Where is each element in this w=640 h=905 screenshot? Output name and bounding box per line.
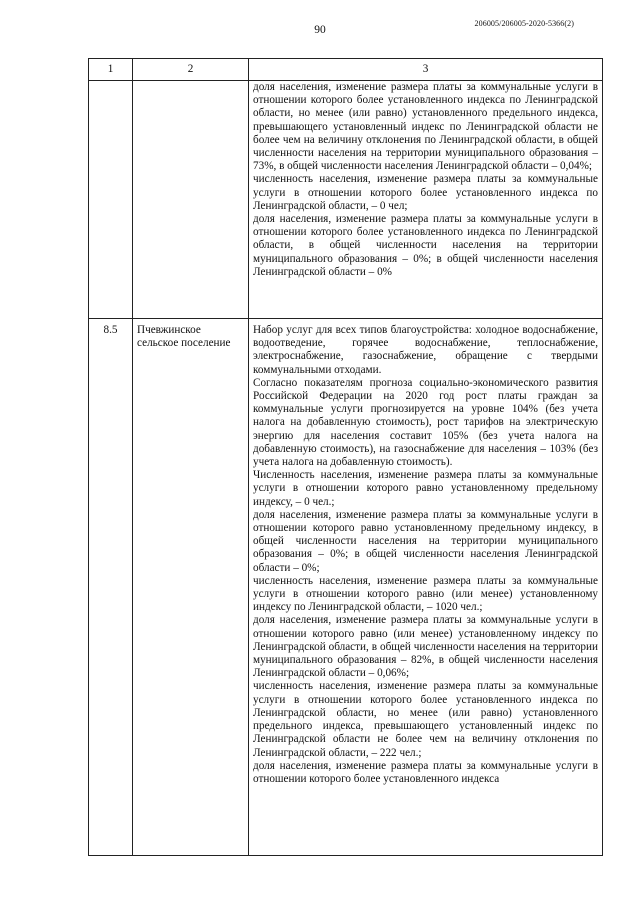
paragraph: доля населения, изменение размера платы за коммунальные услуги в отношении которого равно (или менее) установленному индексу по Ленинградской области, в общей численности населения на территории муниципального образования – 82%, в общей численности населения Ленинградской области – 0,06%;	[253, 614, 598, 680]
column-header-2: 2	[133, 59, 249, 81]
document-id: 206005/206005-2020-5366(2)	[474, 19, 574, 28]
row-description	[249, 319, 603, 856]
paragraph: доля населения, изменение размера платы за коммунальные услуги в отношении которого более установленного индекса	[253, 759, 598, 785]
paragraph: доля населения, изменение размера платы за коммунальные услуги в отношении которого более установленного индекса по Ленинградской области, но менее (или равно) установленного предельного индекса, превышающего установленный индекс по Ленинградской области не более чем на величину отклонения по Ленинградской области, в общей численности населения на территории муниципального образования – 73%, в общей численности населения Ленинградской области – 0,04%;	[253, 81, 598, 173]
settlement-name: Пчевжинское сельское поселение	[133, 319, 249, 856]
settlement-name	[133, 81, 249, 319]
data-table	[88, 58, 603, 856]
row-number: 8.5	[89, 319, 133, 856]
paragraph: численность населения, изменение размера платы за коммунальные услуги в отношении которого более установленного индекса по Ленинградской области, – 0 чел;	[253, 173, 598, 212]
table-header-row	[89, 59, 603, 81]
page-number: 90	[314, 24, 326, 36]
paragraph: доля населения, изменение размера платы за коммунальные услуги в отношении которого равно установленному предельному индексу, в общей численности населения на территории муниципального образования – 0%; в общей численности населения Ленинградской области – 0%;	[253, 508, 598, 574]
row-description	[249, 81, 603, 319]
column-header-3: 3	[249, 59, 603, 81]
paragraph: доля населения, изменение размера платы за коммунальные услуги в отношении которого более установленного индекса по Ленинградской области, в общей численности населения на территории муниципального образования – 0%; в общей численности населения Ленинградской области – 0%	[253, 213, 598, 278]
paragraph: численность населения, изменение размера платы за коммунальные услуги в отношении которого более установленного индекса по Ленинградской области, но менее (или равно) установленного предельного индекса, превышающего установленный индекс по Ленинградской области не более чем на величину отклонения по Ленинградской области, – 222 чел.;	[253, 680, 598, 759]
row-number	[89, 81, 133, 319]
paragraph: Согласно показателям прогноза социально-экономического развития Российской Федерации на 2020 год рост платы граждан за коммунальные услуги прогнозируется на уровне 104% (без учета налога на добавленную стоимость), рост тарифов на электрическую энергию для населения составит 105% (без учета налога на добавленную стоимость), на газоснабжение для населения – 103% (без учета налога на добавленную стоимость).	[253, 376, 598, 469]
table-row	[89, 319, 603, 856]
column-header-1: 1	[89, 59, 133, 81]
paragraph: численность населения, изменение размера платы за коммунальные услуги в отношении которого равно (или менее) установленному индексу по Ленинградской области, – 1020 чел.;	[253, 574, 598, 614]
table-row	[89, 81, 603, 319]
paragraph: Набор услуг для всех типов благоустройства: холодное водоснабжение, водоотведение, горячее водоснабжение, теплоснабжение, электроснабжение, газоснабжение, обращение с твердыми коммунальными отходами.	[253, 324, 598, 376]
paragraph: Численность населения, изменение размера платы за коммунальные услуги в отношении которого равно установленному предельному индексу, – 0 чел.;	[253, 469, 598, 508]
